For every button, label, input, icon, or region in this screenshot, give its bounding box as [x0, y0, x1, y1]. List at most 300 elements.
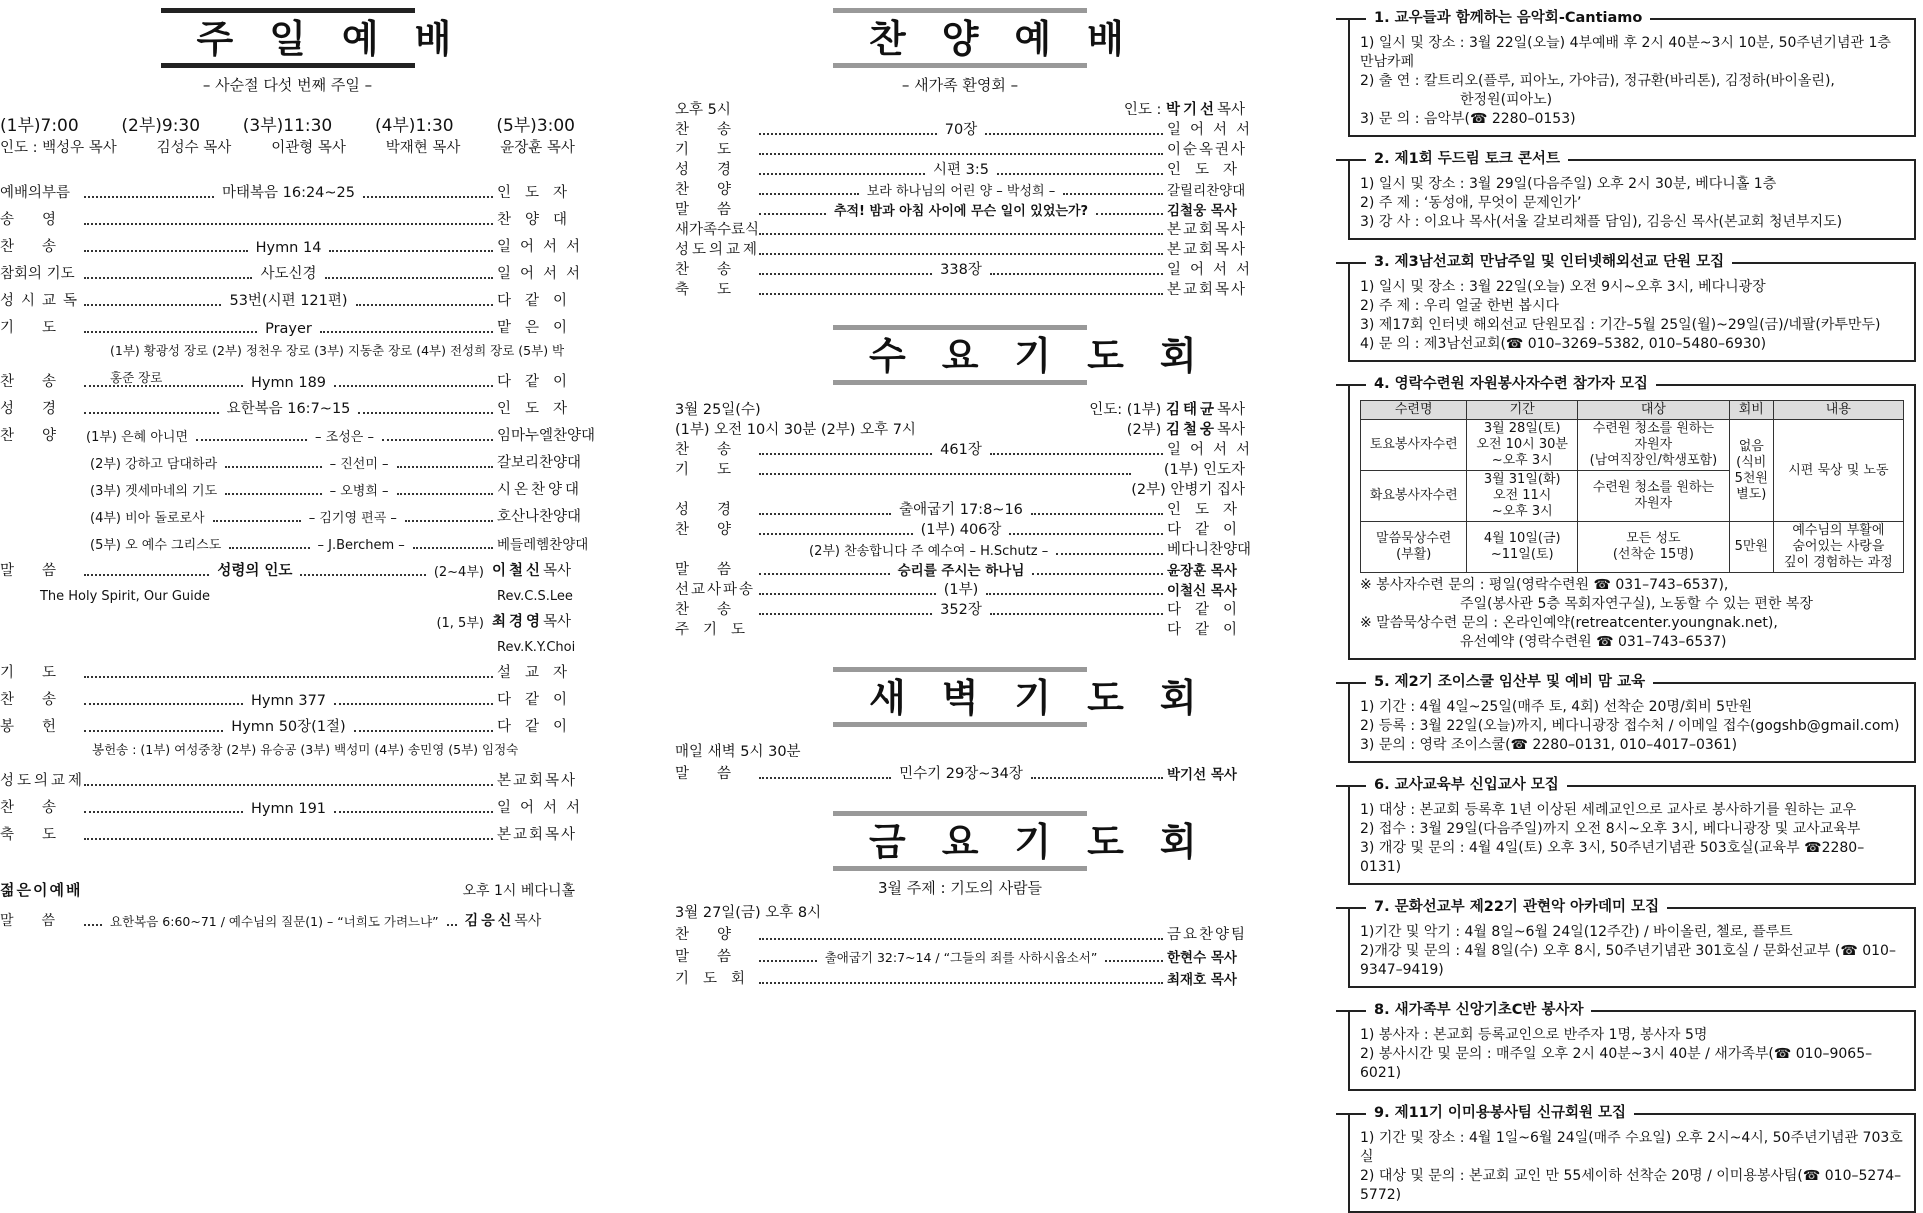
sermon-row-2-en — [0, 631, 575, 655]
order-role: (2부) 안병기 집사 — [1131, 482, 1245, 498]
anthem-song: (1부) 은혜 아니면 — [86, 430, 189, 445]
order-label: 말씀 — [0, 913, 84, 929]
order-role: 일어서서 — [1167, 262, 1260, 278]
notice-line: 1) 기간 : 4월 4일~25일(매주 토, 4회) 선착순 20명/회비 5만원 — [1360, 699, 1753, 715]
sermon-title-en: The Holy Spirit, Our Guide — [39, 589, 210, 604]
order-content: 53번(시편 121편) — [229, 293, 348, 309]
anthem-song: (5부) 오 예수 그리스도 — [90, 538, 222, 553]
notice-line: 2) 접수 : 3월 29일(다음주일)까지 오전 8시~오후 3시, 베다니광장 및 교사교육부 — [1360, 821, 1861, 837]
order-label: 말씀 — [675, 562, 760, 578]
order-row — [675, 279, 1248, 299]
order-row — [0, 310, 582, 337]
table-row — [1361, 522, 1904, 573]
order-content: 민수기 29장~34장 — [899, 766, 1023, 782]
table-row — [1361, 420, 1904, 471]
order-label: 찬송 — [0, 692, 85, 708]
notice-line: 한정원(피아노) — [1460, 92, 1553, 108]
sunday-service-title-box — [161, 8, 488, 68]
pastor-title: 목사 — [542, 614, 571, 630]
pastor-title: 목사 — [542, 563, 571, 579]
notice-line: ※ 말씀묵상수련 문의 : 온라인예약(retreatcenter.youngnak.net), — [1360, 615, 1778, 631]
notice-line: 3) 제17회 인터넷 해외선교 단원모집 : 기간–5월 25일(월)~29일(금)/네팔(카투만두) — [1360, 317, 1881, 333]
sermon-block — [0, 553, 575, 655]
order-role: 본교회목사 — [497, 773, 578, 789]
order-row — [675, 179, 1245, 199]
retreat-table — [1360, 400, 1904, 573]
order-role: 한현수 목사 — [1167, 950, 1237, 966]
wednesday-leader: 김철웅 — [1165, 422, 1217, 438]
order-role: 다같이 — [1167, 602, 1252, 618]
notice-5 — [1348, 674, 1916, 763]
order-role: 다같이 — [497, 719, 582, 735]
order-label: 찬양 — [0, 428, 85, 444]
order-content: (1부) 406장 — [920, 522, 1002, 538]
anthem-composer: – 조성은 – — [315, 430, 374, 445]
notice-title: 1. 교우들과 함께하는 음악회-Cantiamo — [1366, 9, 1650, 28]
order-role: 다같이 — [1167, 622, 1252, 638]
order-label: 말씀 — [675, 202, 760, 218]
anthem-composer: – 진선미 – — [329, 457, 389, 472]
order-row — [675, 761, 1245, 783]
order-label: 찬양 — [675, 522, 760, 538]
notice-8 — [1348, 1002, 1916, 1091]
wednesday-title-box — [833, 325, 1233, 385]
wednesday-header — [675, 399, 1245, 419]
notice-2 — [1348, 151, 1916, 240]
anthem-composer: – 김기영 편곡 – — [308, 511, 397, 526]
anthem-choir: 호산나찬양대 — [497, 509, 582, 525]
praise-header — [675, 97, 1245, 119]
youth-title: 젊은이예배 — [0, 881, 83, 899]
order-role: 다같이 — [497, 692, 582, 708]
order-row — [675, 599, 1252, 619]
notice-line: 3) 개강 및 문의 : 4월 4일(토) 오후 3시, 50주년기념관 503호실(교육부 ☎2280–0131) — [1360, 840, 1865, 875]
order-label: 축도 — [0, 827, 85, 843]
dawn-time-text: 매일 새벽 5시 30분 — [675, 744, 801, 760]
order-role: 본교회목사 — [1167, 242, 1248, 258]
table-header: 수련명 — [1361, 401, 1467, 420]
youth-time: 오후 1시 베다니홀 — [462, 883, 575, 899]
service-time: (3부)11:30 — [242, 116, 333, 136]
order-label: 성경 — [0, 401, 85, 417]
order-label: 말씀 — [675, 766, 760, 782]
pastor-title: 목사 — [514, 913, 542, 929]
pastor-title: 목사 — [1216, 422, 1245, 438]
order-label: 찬송 — [675, 442, 760, 458]
sunday-service-title: 주일예배 — [196, 17, 488, 61]
notice-line: 1) 일시 및 장소 : 3월 22일(오늘) 오전 9시~오후 3시, 베다니광장 — [1360, 279, 1766, 295]
title-rule-bottom — [833, 722, 1087, 727]
order-label: 새가족수료식 — [675, 222, 760, 238]
order-row — [0, 256, 590, 283]
table-cell: 화요봉사자수련 — [1361, 471, 1467, 522]
order-row — [675, 239, 1248, 259]
table-cell: 시편 묵상 및 노동 — [1773, 420, 1903, 522]
notice-title: 5. 제2기 조이스쿨 임산부 및 예비 맘 교육 — [1366, 673, 1653, 692]
order-label: 찬양 — [675, 927, 760, 943]
order-label: 선교사파송 — [675, 582, 756, 598]
anthem-row — [0, 472, 583, 499]
notice-line: 3) 강 사 : 이요나 목사(서울 갈보리채플 담임), 김응신 목사(본교회 청년부지도) — [1360, 214, 1843, 230]
table-cell: 말씀묵상수련 (부활) — [1361, 522, 1467, 573]
order-role: (1부) 인도자 — [1163, 462, 1245, 478]
order-role: 다같이 — [497, 293, 582, 309]
order-role: 본교회목사 — [497, 827, 578, 843]
anthem-choir: 베들레헴찬양대 — [497, 537, 589, 553]
order-label: 예배의부름 — [0, 185, 71, 201]
praise-order — [675, 119, 1260, 299]
order-content: Hymn 189 — [250, 375, 327, 391]
order-content: 출애굽기 32:7~14 / “그들의 죄를 사하시옵소서” — [824, 950, 1098, 965]
order-row — [675, 199, 1245, 219]
order-role: 맡은이 — [497, 320, 582, 336]
service-time: (2부)9:30 — [121, 116, 201, 136]
order-row — [675, 944, 1245, 966]
dawn-time — [675, 737, 1245, 761]
table-header-row — [1361, 401, 1904, 420]
table-cell: 수련원 청소를 원하는 자원자 (남여직장인/학생포함) — [1578, 420, 1730, 471]
praise-leader: 박기선 — [1165, 102, 1217, 118]
order-content: 사도신경 — [260, 266, 317, 282]
sermon-preacher: 이철신 — [491, 563, 543, 579]
praise-service-title-box — [833, 8, 1160, 68]
order-label: 성시교독 — [0, 293, 85, 309]
notice-1 — [1348, 10, 1916, 137]
notice-line: 2) 주 제 : 우리 얼굴 한번 봅시다 — [1360, 298, 1560, 314]
title-rule-bottom — [833, 380, 1087, 385]
order-label: 찬송 — [0, 800, 85, 816]
order-label: 봉헌 — [0, 719, 85, 735]
order-content: 70장 — [944, 122, 978, 138]
announcements-column — [1348, 0, 1916, 1203]
order-role: 본교회목사 — [1167, 222, 1248, 238]
order-label: 찬양 — [675, 182, 760, 198]
order-role: 다같이 — [1167, 522, 1252, 538]
anthem-choir: 임마누엘찬양대 — [497, 428, 596, 444]
notice-line: 2) 출 연 : 칼트리오(플루, 피아노, 가야금), 정규환(바리톤), 김정하(바이올린), — [1360, 73, 1835, 89]
order-content: 338장 — [940, 262, 982, 278]
order-label: 찬송 — [0, 239, 85, 255]
service-time: (1부)7:00 — [0, 116, 79, 136]
order-label: 찬송 — [0, 374, 85, 390]
wednesday-time: (1부) 오전 10시 30분 (2부) 오후 7시 — [675, 422, 916, 438]
anthem-choir: 시온찬양대 — [497, 482, 583, 498]
order-row — [0, 682, 582, 709]
order-row — [0, 364, 582, 391]
notice-3 — [1348, 254, 1916, 362]
order-row — [675, 559, 1245, 579]
notice-6 — [1348, 777, 1916, 885]
sermon-title: 성령의 인도 — [217, 563, 293, 579]
order-row — [0, 790, 590, 817]
order-row — [0, 283, 582, 310]
praise-service-subtitle: – 새가족 환영회 – — [901, 76, 1019, 94]
service-leader: 박재현 목사 — [385, 140, 461, 156]
sermon-parts: (2~4부) — [433, 565, 484, 580]
table-cell: 토요봉사자수련 — [1361, 420, 1467, 471]
anthem-choir: 갈보리찬양대 — [497, 455, 582, 471]
order-label: 기도 — [675, 462, 760, 478]
notice-line: 2)개강 및 문의 : 4월 8일(수) 오후 8시, 50주년기념관 301호실 / 문화선교부 (☎ 010–9347–9419) — [1360, 943, 1896, 978]
anthem-song: (3부) 겟세마네의 기도 — [90, 484, 218, 499]
order-label: 기도 — [675, 142, 760, 158]
notice-line: ※ 봉사자수련 문의 : 평일(영락수련원 ☎ 031–743–6537), — [1360, 577, 1729, 593]
youth-sermon: 요한복음 6:60~71 / 예수님의 질문(1) – “너희도 가려느냐” — [110, 914, 439, 929]
title-rule-bottom — [161, 63, 415, 68]
order-row — [675, 479, 1245, 499]
sermon-row-2 — [0, 604, 575, 631]
order-role: 베다니찬양대 — [1167, 542, 1252, 558]
notice-line: 1) 일시 및 장소 : 3월 22일(오늘) 4부예배 후 2시 40분~3시 10분, 50주년기념관 1층 만남카페 — [1360, 35, 1891, 70]
notice-4 — [1348, 376, 1916, 660]
order-row — [675, 922, 1248, 944]
order-content: 요한복음 16:7~15 — [226, 401, 351, 417]
service-time: (5부)3:00 — [496, 116, 575, 136]
order-row — [0, 229, 590, 256]
table-header: 기간 — [1467, 401, 1578, 420]
order-content: (2부) 찬송합니다 주 예수여 – H.Schutz – — [809, 544, 1049, 559]
notice-line: 1) 대상 : 본교회 등록후 1년 이상된 세례교인으로 교사로 봉사하기를 원하는 교우 — [1360, 802, 1857, 818]
notice-9 — [1348, 1105, 1916, 1213]
wednesday-header-2 — [675, 419, 1245, 439]
table-cell: 3월 31일(화) 오전 11시 ~오후 3시 — [1467, 471, 1578, 522]
sermon-preacher-en: Rev.K.Y.Choi — [497, 640, 576, 655]
table-header: 대상 — [1578, 401, 1730, 420]
order-role: 일어서서 — [497, 239, 590, 255]
anthem-row — [0, 526, 589, 553]
anthem-song: (2부) 강하고 담대하라 — [90, 457, 218, 472]
order-label: 성경 — [675, 162, 760, 178]
sermon-parts: (1, 5부) — [436, 616, 484, 631]
order-row — [675, 619, 1252, 639]
praise-time: 오후 5시 — [675, 102, 731, 118]
table-cell: 4월 10일(금) ~11일(토) — [1467, 522, 1578, 573]
notice-line: 유선예약 (영락수련원 ☎ 031–743–6537) — [1460, 634, 1727, 650]
order-content: Hymn 50장(1절) — [231, 719, 346, 735]
order-label: 축도 — [675, 282, 760, 298]
service-times — [0, 111, 575, 136]
order-content: 보라 하나님의 어린 양 – 박성희 – — [866, 184, 1056, 199]
order-label: 성도의교제 — [675, 242, 761, 258]
table-cell: 3월 28일(토) 오전 10시 30분 ~오후 3시 — [1467, 420, 1578, 471]
praise-service-title: 찬양예배 — [869, 17, 1160, 61]
service-leader: 이관형 목사 — [271, 140, 346, 156]
leader-label: (2부) — [1126, 422, 1162, 438]
notice-line: 1) 봉사자 : 본교회 등록교인으로 반주자 1명, 봉사자 5명 — [1360, 1027, 1708, 1043]
youth-header — [0, 874, 575, 900]
notice-line: 1) 일시 및 장소 : 3월 29일(다음주일) 오후 2시 30분, 베다니홀 1층 — [1360, 176, 1777, 192]
order-row — [675, 966, 1245, 988]
order-role: 일어서서 — [1167, 122, 1260, 138]
order-label: 참회의 기도 — [0, 266, 75, 282]
order-label: 성도의교제 — [0, 773, 86, 789]
order-row — [675, 539, 1252, 559]
order-role: 인도자 — [497, 185, 582, 201]
pastor-title: 목사 — [1216, 102, 1245, 118]
service-leader: 인도 : 백성우 목사 — [0, 140, 117, 156]
order-row — [675, 459, 1245, 479]
service-leader: 윤장훈 목사 — [500, 140, 575, 156]
order-role: 금요찬양팀 — [1167, 927, 1248, 943]
order-role: 최재호 목사 — [1167, 972, 1237, 988]
order-label: 주기도 — [675, 622, 760, 638]
order-row — [675, 159, 1252, 179]
order-row — [675, 579, 1245, 599]
order-role: 본교회목사 — [1167, 282, 1248, 298]
table-cell: 모든 성도 (선착순 15명) — [1578, 522, 1730, 573]
order-content: Prayer — [265, 321, 312, 337]
order-row — [675, 259, 1260, 279]
notice-title: 6. 교사교육부 신입교사 모집 — [1366, 776, 1567, 795]
order-label: 송영 — [0, 212, 85, 228]
youth-preacher: 김응신 — [464, 913, 515, 929]
wednesday-date: 3월 25일(수) — [675, 402, 761, 418]
order-content: Hymn 14 — [255, 240, 322, 256]
order-content: 추적! 밤과 아침 사이에 무슨 일이 있었는가? — [833, 204, 1089, 219]
service-time: (4부)1:30 — [374, 116, 454, 136]
order-role: 인도자 — [1167, 502, 1252, 518]
order-role: 인도자 — [497, 401, 582, 417]
order-role: 갈릴리찬양대 — [1167, 183, 1246, 199]
order-label: 말씀 — [0, 563, 85, 579]
order-role: 일어서서 — [1167, 442, 1260, 458]
table-cell: 5만원 — [1729, 522, 1773, 573]
order-row — [0, 202, 582, 229]
order-row — [675, 519, 1252, 539]
sunday-service-subtitle: – 사순절 다섯 번째 주일 – — [202, 76, 373, 94]
order-row — [0, 175, 582, 202]
pastor-title: 목사 — [1216, 402, 1245, 418]
notice-line: 3) 문 의 : 음악부(☎ 2280–0153) — [1360, 111, 1576, 127]
prayer-note: (1부) 황광성 장로 (2부) 정천우 장로 (3부) 지동춘 장로 (4부) 전성희 장로 (5부) 박홍준 장로 — [110, 343, 565, 385]
notice-line: 1) 기간 및 장소 : 4월 1일~6월 24일(매주 수요일) 오후 2시~4시, 50주년기념관 703호실 — [1360, 1130, 1903, 1165]
wednesday-title: 수요기도회 — [869, 334, 1233, 378]
table-header: 내용 — [1773, 401, 1903, 420]
youth-row — [0, 900, 575, 930]
notice-line: 3) 문의 : 영락 조이스쿨(☎ 2280–0131, 010–4017–0361) — [1360, 737, 1738, 753]
order-row — [0, 709, 582, 736]
order-role: 일어서서 — [497, 800, 590, 816]
title-rule-bottom — [833, 63, 1087, 68]
notice-line: 2) 대상 및 문의 : 본교회 교인 만 55세이하 선착순 20명 / 이미용봉사팀(☎ 010–5274–5772) — [1360, 1168, 1902, 1203]
sermon-row — [0, 553, 575, 580]
order-role: 인도자 — [1167, 162, 1252, 178]
anthem-composer: – J.Berchem – — [317, 538, 405, 553]
notice-line: 주일(봉사관 5층 목회자연구실), 노동할 수 있는 편한 복장 — [1460, 596, 1813, 612]
sermon-preacher: 최경영 — [491, 614, 543, 630]
order-row — [675, 499, 1252, 519]
notice-7 — [1348, 899, 1916, 988]
order-row — [0, 391, 582, 418]
order-label: 찬송 — [675, 602, 760, 618]
notice-line: 2) 주 제 : ‘동성애, 무엇이 문제인가’ — [1360, 195, 1582, 211]
order-label: 기도 — [0, 320, 85, 336]
order-content: 마태복음 16:24~25 — [221, 185, 356, 201]
order-role: 설교자 — [497, 665, 582, 681]
order-row — [675, 119, 1260, 139]
order-content: 461장 — [940, 442, 982, 458]
notice-title: 4. 영락수련원 자원봉사자수련 참가자 모집 — [1366, 375, 1656, 394]
service-leaders — [0, 136, 575, 157]
dawn-title: 새벽기도회 — [869, 676, 1233, 720]
order-of-worship — [0, 175, 596, 844]
order-role: 이철신 목사 — [1167, 583, 1237, 599]
notice-title: 3. 제3남선교회 만남주일 및 인터넷해외선교 단원 모집 — [1366, 253, 1732, 272]
order-label: 찬송 — [675, 262, 760, 278]
wednesday-order — [675, 439, 1260, 639]
order-row — [675, 139, 1248, 159]
notice-title: 7. 문화선교부 제22기 관현악 아카데미 모집 — [1366, 898, 1667, 917]
friday-theme: 3월 주제 : 기도의 사람들 — [877, 879, 1043, 897]
table-cell: 예수님의 부활에 숨어있는 사랑을 깊이 경험하는 과정 — [1773, 522, 1903, 573]
sermon-preacher-en: Rev.C.S.Lee — [497, 589, 573, 604]
notice-line: 4) 문 의 : 제3남선교회(☎ 010–3269–5382, 010–5480–6930) — [1360, 336, 1767, 352]
order-role: 윤장훈 목사 — [1167, 563, 1237, 579]
order-role: 찬양대 — [497, 212, 582, 228]
friday-date-text: 3월 27일(금) 오후 8시 — [675, 905, 822, 921]
order-content: 출애굽기 17:8~16 — [899, 502, 1023, 518]
notice-line: 1)기간 및 악기 : 4월 8일~6월 24일(12주간) / 바이올린, 첼로, 플루트 — [1360, 924, 1793, 940]
order-label: 성경 — [675, 502, 760, 518]
leader-label: 인도 : — [1123, 102, 1162, 118]
sermon-row-en — [0, 580, 575, 604]
table-header: 회비 — [1729, 401, 1773, 420]
order-content: 승리를 주시는 하나님 — [897, 563, 1025, 579]
order-role: 박기선 목사 — [1167, 767, 1237, 783]
leader-label: 인도: (1부) — [1089, 402, 1162, 418]
table-cell: 수련원 청소를 원하는 자원자 — [1578, 471, 1730, 522]
order-content: Hymn 377 — [250, 693, 327, 709]
order-content: (1부) — [943, 582, 979, 598]
title-rule-bottom — [833, 866, 1087, 871]
anthem-row — [0, 445, 582, 472]
anthem-song: (4부) 비아 돌로로사 — [90, 511, 205, 526]
wednesday-leader: 김태균 — [1165, 402, 1217, 418]
order-label: 기도 — [0, 665, 85, 681]
notice-line: 2) 등록 : 3월 22일(오늘)까지, 베다니광장 접수처 / 이메일 접수(gogshb@gmail.com) — [1360, 718, 1900, 734]
anthem-row — [0, 418, 596, 445]
anthem-list — [0, 418, 596, 553]
order-row — [675, 219, 1248, 239]
notice-line: 2) 봉사시간 및 문의 : 매주일 오후 2시 40분~3시 40분 / 새가족부(☎ 010–9065–6021) — [1360, 1046, 1873, 1081]
order-role: 이순옥권사 — [1167, 142, 1248, 158]
order-row — [0, 763, 578, 790]
order-label: 기도회 — [675, 971, 760, 987]
sunday-service-column — [0, 0, 596, 1100]
order-row — [0, 655, 582, 682]
notice-title: 8. 새가족부 신앙기초C반 봉사자 — [1366, 1001, 1591, 1020]
order-label: 말씀 — [675, 949, 760, 965]
table-cell: 없음 (식비 5천원 별도) — [1729, 420, 1773, 522]
friday-title-box — [833, 811, 1233, 871]
evening-services-column — [675, 0, 1260, 1100]
friday-title: 금요기도회 — [869, 820, 1233, 864]
order-row — [675, 439, 1260, 459]
order-role: 다같이 — [497, 374, 582, 390]
anthem-composer: – 오병희 – — [329, 484, 389, 499]
dawn-title-box — [833, 667, 1233, 727]
order-content: 시편 3:5 — [933, 162, 989, 178]
youth-service — [0, 874, 575, 930]
order-row — [0, 817, 578, 844]
order-content: Hymn 191 — [250, 801, 327, 817]
order-role: 일어서서 — [497, 266, 590, 282]
order-content: 352장 — [940, 602, 982, 618]
friday-date — [675, 900, 1245, 922]
anthem-row — [0, 499, 582, 526]
service-leader: 김성수 목사 — [156, 140, 232, 156]
notice-title: 9. 제11기 이미용봉사팀 신규회원 모집 — [1366, 1104, 1634, 1123]
